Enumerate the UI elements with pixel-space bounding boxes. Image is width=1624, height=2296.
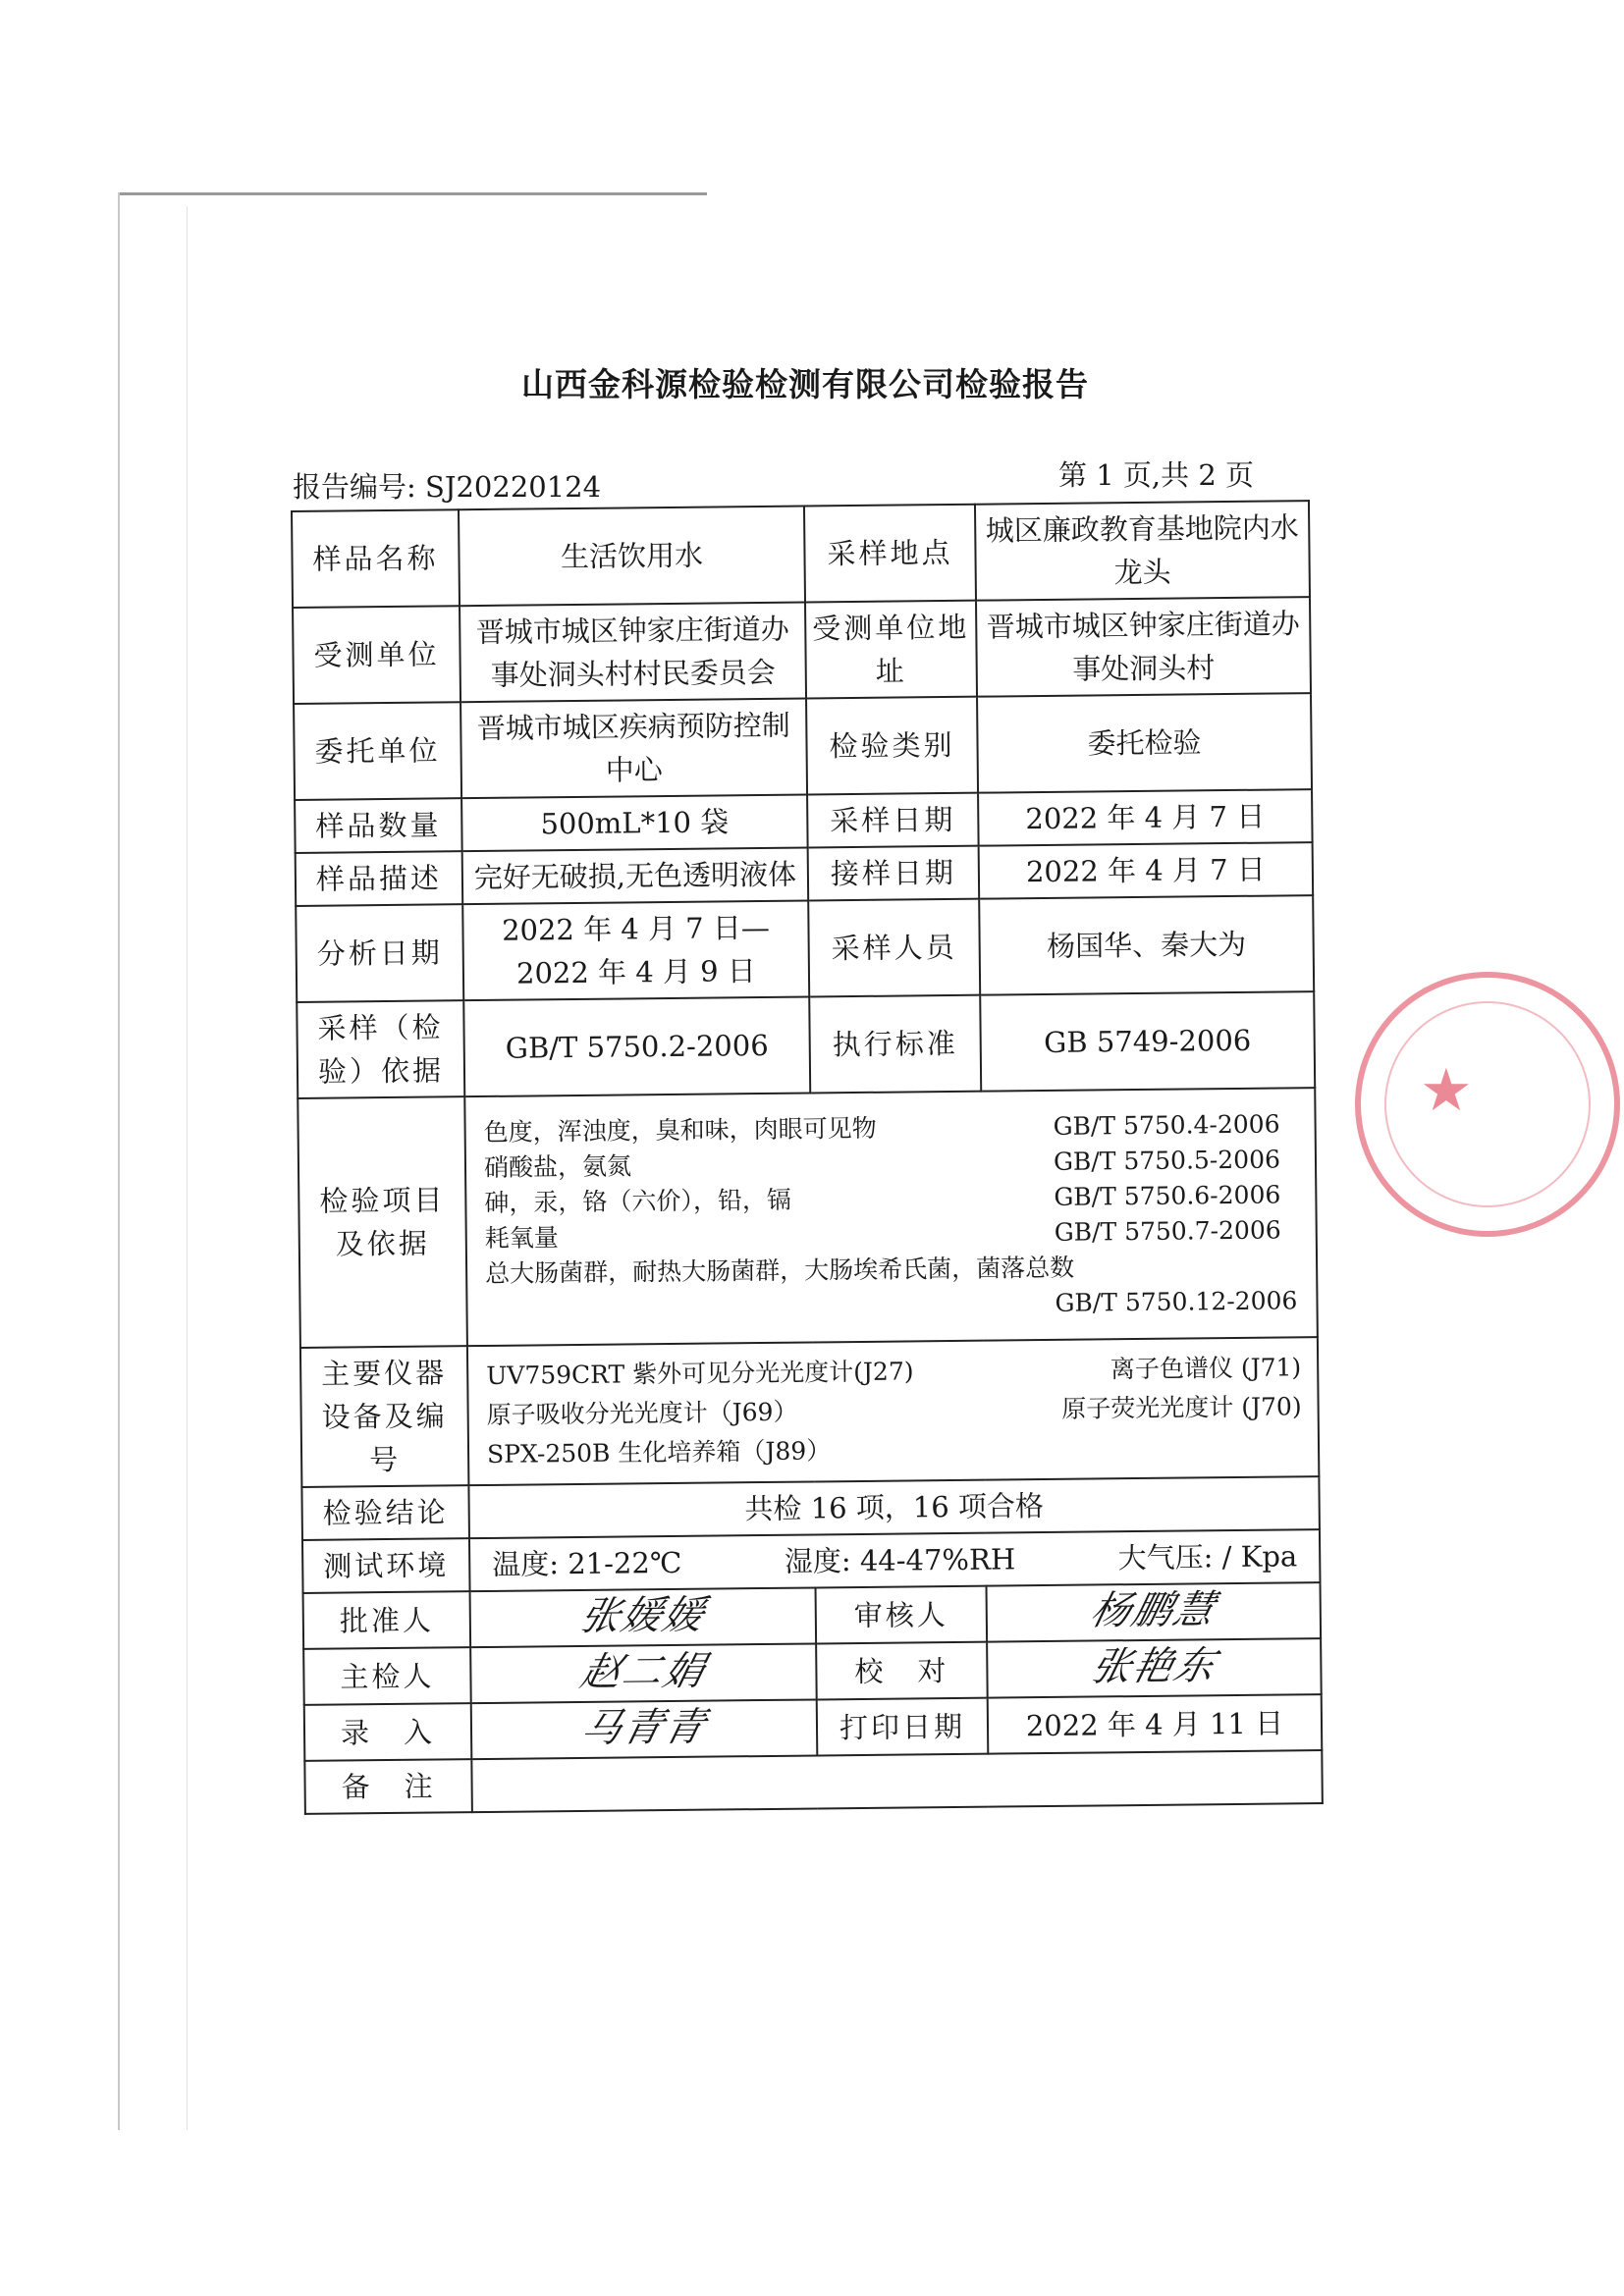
inspector-signature-cell: [470, 1643, 817, 1703]
analysis-date-end: 2022 年 4 月 9 日: [515, 954, 757, 990]
row-tested-unit: [293, 597, 1311, 704]
row-instruments: [300, 1337, 1319, 1487]
entry-signature: 马青青: [576, 1704, 712, 1752]
sampling-date-value: 2022 年 4 月 7 日: [978, 789, 1313, 846]
test-item-text: 砷，汞，铬（六价），铅，镉: [484, 1185, 792, 1217]
instruments-cell: [467, 1337, 1319, 1485]
row-sampling-basis: [297, 991, 1315, 1098]
seal-star-icon: ★: [1420, 1056, 1473, 1125]
test-items-list: [471, 1093, 1311, 1341]
tested-unit-label: 受测单位: [293, 606, 460, 704]
receipt-date-label: 接样日期: [808, 846, 980, 901]
test-item-standard: GB/T 5750.12-2006: [1055, 1286, 1298, 1317]
proofreader-signature-cell: [987, 1638, 1322, 1698]
environment-cell: [469, 1529, 1321, 1591]
executive-standard-value: GB 5749-2006: [980, 991, 1315, 1092]
executive-standard-label: 执行标准: [809, 995, 981, 1094]
test-item-text: 色度，浑浊度，臭和味，肉眼可见物: [483, 1113, 877, 1147]
test-item-standard: [1074, 1248, 1310, 1286]
inspector-signature: 赵二娟: [575, 1648, 711, 1696]
sample-quantity-value: 500mL*10 袋: [461, 795, 808, 852]
entrusting-unit-label: 委托单位: [294, 702, 461, 800]
sample-description-label: 样品描述: [296, 851, 463, 906]
print-date-value: 2022 年 4 月 11 日: [988, 1694, 1323, 1754]
inspector-label: 主检人: [303, 1647, 471, 1705]
page-info: 第 1 页,共 2 页: [1058, 458, 1254, 492]
instrument-right-name: 原子荧光光度计: [1061, 1392, 1234, 1423]
row-analysis-date: [296, 895, 1314, 1002]
analysis-date-start: 2022 年 4 月 7 日—: [501, 910, 771, 947]
instrument-row: [487, 1426, 1312, 1474]
print-date-label: 打印日期: [817, 1698, 989, 1756]
entry-signature-cell: [471, 1699, 818, 1759]
instrument-right: [1110, 1348, 1312, 1389]
sample-description-value: 完好无破损,无色透明液体: [462, 848, 809, 905]
sample-name-value: 生活饮用水: [459, 507, 805, 607]
analysis-date-label: 分析日期: [296, 904, 463, 1002]
reviewer-label: 审核人: [816, 1586, 988, 1644]
scan-edge-inner: [187, 206, 188, 2130]
row-sample-name: [292, 501, 1310, 608]
humidity-value: 湿度: 44-47%RH: [784, 1542, 1016, 1578]
test-item-standard: GB/T 5750.6-2006: [1054, 1180, 1281, 1211]
sampling-staff-value: 杨国华、秦大为: [979, 895, 1314, 995]
company-seal-stamp: [1355, 972, 1620, 1237]
instrument-left: SPX-250B 生化培养箱（J89）: [486, 1436, 832, 1468]
scan-edge-top: [118, 192, 707, 195]
report-table: [291, 500, 1324, 1815]
test-item-text: 耗氧量: [484, 1223, 559, 1253]
instrument-right: [1061, 1387, 1312, 1429]
sampling-staff-label: 采样人员: [808, 899, 980, 997]
report-title: 山西金科源检验检测有限公司检验报告: [521, 365, 1089, 403]
instruments-list: [474, 1344, 1312, 1478]
sample-name-label: 样品名称: [292, 509, 460, 608]
remarks-label: 备 注: [304, 1759, 472, 1814]
conclusion-value: 共检 16 项，16 项合格: [468, 1476, 1320, 1538]
row-remarks: [304, 1750, 1323, 1814]
conclusion-label: 检验结论: [301, 1485, 469, 1540]
analysis-date-value: [462, 901, 809, 1001]
approver-label: 批准人: [303, 1591, 471, 1649]
row-entrusting-unit: [294, 693, 1312, 800]
instrument-right-name: 离子色谱仪: [1110, 1353, 1234, 1384]
environment-values: [476, 1534, 1313, 1586]
approver-signature-cell: [470, 1587, 817, 1647]
test-item-text: 硝酸盐，氨氮: [483, 1151, 632, 1182]
scan-edge-left: [118, 192, 120, 2130]
proofreader-label: 校 对: [816, 1642, 988, 1700]
sampling-date-label: 采样日期: [807, 793, 979, 848]
remarks-value: [471, 1750, 1323, 1812]
tested-unit-address-label: 受测单位地址: [805, 601, 977, 699]
sampling-basis-label: 采样（检验）依据: [297, 1000, 464, 1098]
test-item-standard: GB/T 5750.4-2006: [1053, 1109, 1280, 1141]
reviewer-signature-cell: [987, 1582, 1322, 1642]
receipt-date-value: 2022 年 4 月 7 日: [979, 842, 1314, 899]
instrument-right-code: (J71): [1240, 1353, 1302, 1382]
proofreader-signature: 张艳东: [1086, 1643, 1221, 1690]
instrument-right-code: (J70): [1241, 1392, 1302, 1421]
entry-label: 录 入: [304, 1703, 472, 1761]
inspection-type-label: 检验类别: [806, 697, 978, 795]
test-items-label: 检验项目及依据: [298, 1096, 467, 1348]
test-item-standard: GB/T 5750.5-2006: [1053, 1145, 1281, 1176]
instrument-left: UV759CRT 紫外可见分光光度计(J27): [486, 1357, 914, 1390]
pressure-value: 大气压: / Kpa: [1117, 1539, 1298, 1575]
test-item-text: 总大肠菌群，耐热大肠菌群，大肠埃希氏菌，菌落总数: [485, 1253, 1075, 1288]
report-number: 报告编号: SJ20220124: [293, 470, 602, 504]
inspection-type-value: 委托检验: [977, 693, 1312, 793]
tested-unit-value: 晋城市城区钟家庄街道办事处洞头村村民委员会: [460, 603, 806, 703]
environment-label: 测试环境: [302, 1538, 470, 1593]
company-seal-ring: [1384, 1001, 1591, 1207]
sampling-location-label: 采样地点: [804, 505, 976, 603]
row-test-items: [298, 1088, 1318, 1348]
sampling-basis-value: GB/T 5750.2-2006: [463, 996, 810, 1096]
entrusting-unit-value: 晋城市城区疾病预防控制中心: [460, 699, 807, 799]
reviewer-signature: 杨鹏慧: [1086, 1587, 1221, 1634]
test-item-standard: GB/T 5750.7-2006: [1054, 1215, 1281, 1247]
approver-signature: 张媛媛: [575, 1592, 711, 1640]
sample-quantity-label: 样品数量: [295, 798, 462, 853]
instrument-left: 原子吸收分光光度计（J69）: [486, 1397, 798, 1429]
sampling-location-value: 城区廉政教育基地院内水龙头: [975, 501, 1310, 601]
tested-unit-address-value: 晋城市城区钟家庄街道办事处洞头村: [976, 597, 1311, 697]
temperature-value: 温度: 21-22℃: [492, 1545, 682, 1581]
instruments-label: 主要仪器设备及编号: [300, 1346, 468, 1487]
test-items-cell: [464, 1088, 1318, 1346]
